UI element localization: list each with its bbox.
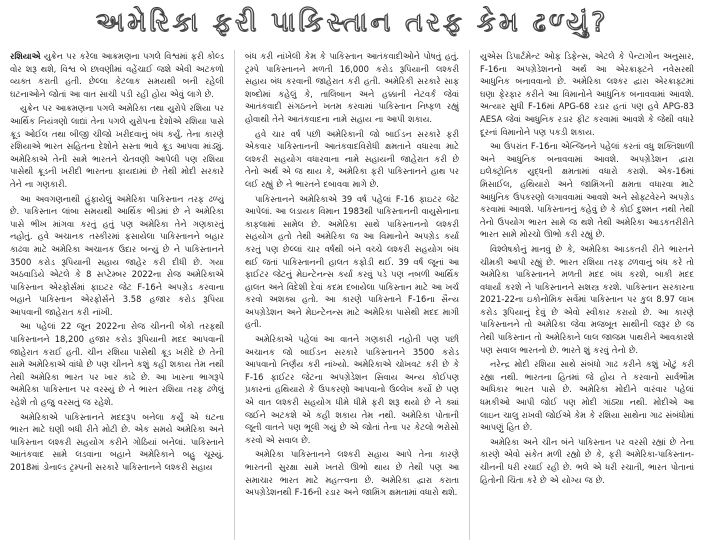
paragraph: પાકિસ્તાનને અમેરિકાએ 39 વર્ષ પહેલાં F-16 ફાઇટર જેટ આપેલાં. આ લડાયક વિમાન 1983થી પાકિસ્તાનની વાયુસેનાના કાફલામાં સામેલ છે. અમેરિકા સાથે પાકિસ્તાનનો લશ્કરી સહયોગ હતો તેથી અમેરિકા જ આ વિમાનોને અપગ્રેડ કર્યા કરતું પણ છેલ્લાં ચાર વર્ષથી બંને વચ્ચે લશ્કરી સહયોગ બંધ થઈ જતાં પાકિસ્તાનની હાલત કફોડી થઈ. 39 વર્ષ જૂનાં આ ફાઈટર જેટનું મેઇન્ટેનન્સ કર્યા કરવું પડે પણ નબળી આર્થિક હાલત અને વિદેશી દેવાં કદમ દબાયેલા પાકિસ્તાન માટે આ ખર્ચ કરવો અશક્ય હતો. આ કારણે પાકિસ્તાને F-16ના સૈન્ય અપગ્રેડેશન અને મેઇન્ટેનન્સ માટે અમેરિકા પાસેથી મદદ માગી હતી. (245, 193, 459, 330)
lead-text: યુક્રેન પર કરેલા આક્રમણના પગલે વિશ્વમાં ફરી કોલ્ડ વોર શરૂ થશે, વિશ્વ બે છાવણીમાં વહેંચાઈ જશે એવી અટકળો વ્યક્ત કરાતી હતી. છેલ્લા કેટલાક સમયથી બની રહેલી ઘટનાઓને જોતાં આ વાત સાચી પડી રહી હોય એવું લાગે છે. (10, 51, 224, 99)
paragraph: અમેરિકા અને ચીન બંને પાકિસ્તાન પર વરસી રહ્યાં છે તેના કારણે એવો સંકેત મળી રહ્યો છે કે, ફરી અમેરિકા-પાકિસ્તાન-ચીનની ધરી રચાઈ રહી છે. ભલે એ ધરી રચાતી, ભારત પોતાનાં હિતોની ચિંતા કરે છે એ યોગ્ય જ છે. (480, 436, 694, 485)
paragraph: વિશ્લેષકોનું માનવું છે કે, અમેરિકા આડકતરી રીતે ભારતને ચીમકી આપી રહ્યું છે. ભારત રશિયા તરફ ઢળવાનું બંધ કરે તો અમેરિકા પાકિસ્તાનને મળતી મદદ બંધ કરશે, બાકી મદદ વધાર્યા કરશે ને પાકિસ્તાનને સશસ્ત્ર કરશે. પાકિસ્તાન સરકારના 2021-22ના ઇકોનોમિક સર્વેમાં પાકિસ્તાન પર કુલ 8.97 લાખ કરોડ રૂપિયાનું દેવું છે એવો સ્વીકાર કરાયો છે. આ કારણે પાકિસ્તાનને તો અમેરિકા જેવા મજબૂત સાથીની જરૂર છે જ તેથી પાકિસ્તાન તો અમેરિકાને લાલ જાજમ પાથરીને આવકારશે પણ સવાલ ભારતનો છે. ભારતે શું કરવું તેનો છે. (480, 243, 694, 355)
paragraph: અમેરિકાએ પહેલાં આ વાતને ગણકારી નહોતી પણ પછી અચાનક જો બાઈડન સરકારે પાકિસ્તાનને 3500 કરોડ આપવાનો નિર્ણય કરી નાંખ્યો. અમેરિકાએ ચોખવટ કરી છે કે F-16 ફાઈટર જેટના અપગ્રેડેશન સિવાય અન્ય કોઈપણ પ્રકારનાં હથિયારો કે ઉપકરણો આપવાનો ઉલ્લેખ કર્યો છે પણ એ વાત લશ્કરી સહયોગ ધીમે ધીમે ફરી શરૂ થયો છે ને ક્યાં જઈને અટકશે એ કહી શકાય તેમ નથી. અમેરિકા પોતાની જૂની વાતને પણ ભૂલી ગયું છે એ જોતાં તેના પર કેટલો ભરોસો કરવો એ સવાલ છે. (245, 334, 459, 445)
headline: અમેરિકા ફરી પાકિસ્તાન તરફ કેમ ઢળ્યું? (95, 7, 609, 38)
paragraph: બંધ કરી નાંખેલી કેમ કે પાકિસ્તાન આતંકવાદીઓને પોષતું હતું. ટ્રમ્પે પાકિસ્તાનને મળતી 16,000 કરોડ રૂપિયાની લશ્કરી સહાય બંધ કરવાની જાહેરાત કરી હતી. અમેરિકી સરકારે સાફ શબ્દોમાં કહેલું કે, તાલિબાન અને હક્કાની નેટવર્ક જેવાં આતંકવાદી સંગઠનને ખતમ કરવામાં પાકિસ્તાન નિષ્ફળ રહ્યું હોવાથી તેને આતંકવાદના નામે સહાય ના આપી શકાય. (245, 51, 459, 124)
paragraph: યુએસ ડિપાર્ટમેન્ટ ઓફ ડિફેન્સ, એટલે કે પેન્ટાગોન અનુસાર, F-16ના અપગ્રેડેશનનો અર્થ આ એરક્રાફ્ટને નવેસરથી આધુનિક બનાવવાનો છે. અમેરિકા લશ્કર દ્વારા એરક્રાફ્ટમાં ઘણા ફેરફાર કરીને આ વિમાનોને આધુનિક બનાવવામાં આવશે. અત્યાર સુધી F-16માં APG-68 રડાર હતાં પણ હવે APG-83 AESA જેવાં આધુનિક રડાર ફીટ કરવામાં આવશે કે જેથી વધારે દૂરનાં વિમાનોને પણ પકડી શકાય. (480, 51, 694, 137)
column-2 (245, 50, 459, 540)
dateline: રશિયાએ (10, 51, 41, 61)
column-divider (234, 50, 235, 540)
column-3 (480, 50, 694, 540)
paragraph: અમેરિકાએ પાકિસ્તાનને મદદરૂપ બનેલા કર્યું એ ઘટના ભારત માટે ઘણી બધી રીતે મોટી છે. એક સમયે અમેરિકા અને પાકિસ્તાન લશ્કરી સહયોગ કરીને ગોઠિયાં બનેલાં. પાકિસ્તાને આતંકવાદ સામે લડવાના બહાને અમેરિકાને બહુ ચૂસ્યું. 2018માં ડોનાલ્ડ ટ્રમ્પની સરકારે પાકિસ્તાનને લશ્કરી સહાય (10, 411, 224, 472)
paragraph: આ પહેલાં 22 જૂન 2022ના રોજ ચીનની બેંકો તરફથી પાકિસ્તાનને 18,200 હજાર કરોડ રૂપિયાની મદદ આપવાની જાહેરાત કરાઈ હતી. ચીન રશિયા પાસેથી ક્રૂડ ખરીદે છે તેની સામે અમેરિકાએ વાંધો છે પણ ચીનને કશું કહી શકાય તેમ નથી તેથી અમેરિકા ભારત પર ખાર કાઢે છે. આ ખારના ભાગરૂપે અમેરિકા પાકિસ્તાન પર વરસ્યું છે ને ભારત રશિયા તરફ ઢળેલું રહેશે તો હજુ વરસતું જ રહેશે. (10, 321, 224, 408)
paragraph: આ ઉપરાંત F-16ના એન્જિનને પહેલાં કરતાં વધુ શક્તિશાળી અને આધુનિક બનાવવામાં આવશે. અપગ્રેડેશન દ્વારા ઇલેક્ટ્રોનિક યુદ્ધની ક્ષમતામાં વધારો કરાશે. એક-16માં મિસાઈલ, હથિયારો અને જામિંગની ક્ષમતા વધારવા માટે આધુનિક ઉપકરણો લગાવવામાં આવશે અને સોફ્ટવેરને અપગ્રેડ કરવામાં આવશે. પાકિસ્તાનનું કહેવું છે કે કોઈ દુશ્મન નથી તેથી તેનો ઉપયોગ ભારત સામે જ થશે તેથી અમેરિકા આડકતરીરીતે ભારત સામે મોરચો ઊભો કરી રહ્યું છે. (480, 141, 694, 240)
lead-paragraph (10, 50, 224, 100)
paragraph: નરેન્દ્ર મોદી રશિયા સાથે સંબંધો ગાઢ કરીને કશું ખોટું કરી રહ્યા નથી. ભારતના હિતમાં જે હોય તે કરવાનો સાર્વભૌમ અધિકાર ભારત પાસે છે. અમેરિકા મોદીને વારંવાર પહેલાં ધમકીઓ આપી જોઈ પણ મોદી ગાંઠ્યા નથી. મોદીએ આ લાઇન ચાલુ રાખવી જોઈએ કેમ કે રશિયા સાથેના ગાઢ સંબંધોમાં આપણું હિત છે. (480, 359, 694, 433)
paragraph: યુક્રેન પર આક્રમણના પગલે અમેરિકા તથા યુરોપે રશિયા પર આર્થિક નિયંત્રણો લાદ્યાં તેના પગલે યુરોપના દેશોએ રશિયા પાસે ક્રૂડ ઓઈલ તથા બીજી ચીજો ખરીદવાનું બંધ કર્યું. તેના કારણે રશિયાએ ભારત સહિતના દેશોને સસ્તા ભાવે ક્રૂડ આપવા માંડ્યું. અમેરિકાએ તેની સામે ભારતને ચેતવણી આપેલી પણ રશિયા પાસેથી ક્રૂડની ખરીદી ભારતના ફાયદામાં છે તેથી મોદી સરકારે તેને ના ગણકારી. (10, 103, 224, 189)
paragraph: અમેરિકા પાકિસ્તાનને લશ્કરી સહાય આપે તેના કારણે ભારતની સુરક્ષા સામે ખતરો ઊભો થાય છે તેથી પણ આ સમાચાર ભારત માટે મહત્ત્વના છે. અમેરિકા દ્વારા કરાતા અપગ્રેડેશનથી F-16ની રડાર અને જામિંગ ક્ષમતામાં વધારો થશે. (245, 449, 459, 498)
paragraph: આ અવગણનાથી હુંફાયેલું અમેરિકા પાકિસ્તાન તરફ ઢળ્યું છે. પાકિસ્તાન લાંબા સમયથી આર્થિક ભીડમાં છે ને અમેરિકા પાસે ભીખ માંગવા કરતું હતું પણ અમેરિકા તેને ગણકારતું નહોતું. હવે અચાનક તસ્કીરમાં ફસાયેલા પાકિસ્તાનને બહાર કાઢવા માટે અમેરિકા અચાનક ઉદાર બન્યું છે ને પાકિસ્તાનને 3500 કરોડ રૂપિયાની સહાય જાહેર કરી દીધી છે. ગયા અઠવાડિયે એટલે કે 8 સપ્ટેમ્બર 2022ના રોજ અમેરિકાએ પાકિસ્તાન એરફોર્સમાં ફાઇટર જેટ F-16ને અપગ્રેડ કરવાના બહાને પાકિસ્તાન એરફોર્સને 3.58 હજાર કરોડ રૂપિયા આપવાની જાહેરાત કરી નાંખી. (10, 193, 224, 317)
article-body (10, 50, 694, 540)
column-1 (10, 50, 224, 540)
column-divider (469, 50, 470, 540)
paragraph: હવે ચાર વર્ષ પછી અમેરિકાની જો બાઈડન સરકારે ફરી એકવાર પાકિસ્તાનની આતંકવાદવિરોધી ક્ષમતાને વધારવા માટે લશ્કરી સહયોગ વધારવાના નામે સહાયની જાહેરાત કરી છે તેનો અર્થ એ જ થાય કે, અમેરિકા ફરી પાકિસ્તાનને હાથ પર લઈ રહ્યું છે ને ભારતને દબાવવા માગે છે. (245, 128, 459, 189)
